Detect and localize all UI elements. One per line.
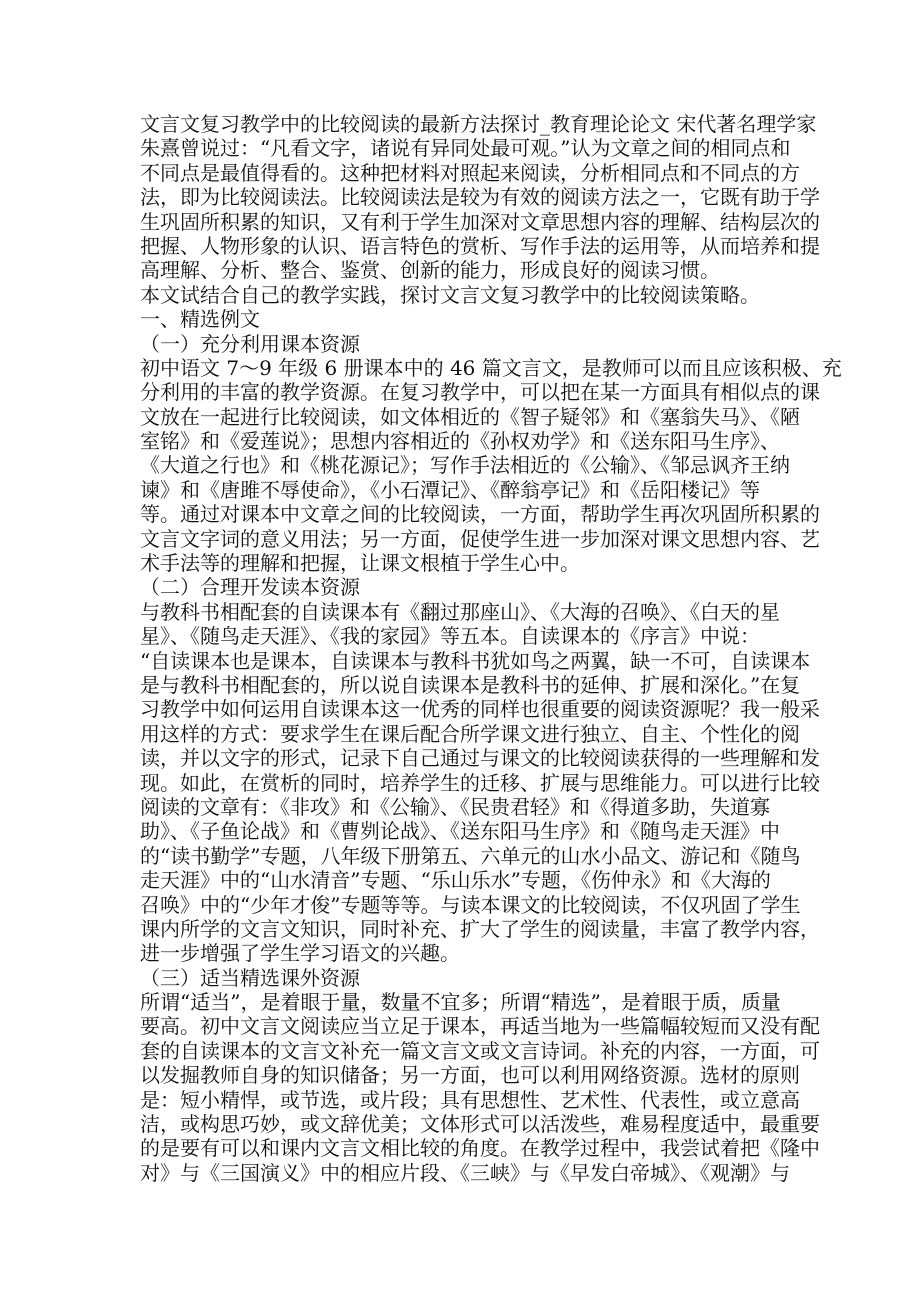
- text-line: 阅读的文章有：《非攻》和《公输》、《民贵君轻》和《得道多助，失道寡: [140, 794, 770, 819]
- text-line: 习教学中如何运用自读课本这一优秀的同样也很重要的阅读资源呢？我一般采: [140, 697, 820, 722]
- text-line: 洁，或构思巧妙，或文辞优美；文体形式可以活泼些，难易程度适中，最重要: [140, 1112, 820, 1137]
- text-line: 对》与《三国演义》中的相应片段、《三峡》与《早发白帝城》、《观潮》与: [140, 1160, 790, 1185]
- text-line: 《大道之行也》和《桃花源记》；写作手法相近的《公输》、《邹忌讽齐王纳: [140, 453, 790, 478]
- text-line: 助》、《子鱼论战》和《曹刿论战》、《送东阳马生序》和《随鸟走天涯》中: [140, 819, 780, 844]
- text-line: “自读课本也是课本，自读课本与教科书犹如鸟之两翼，缺一不可，自读课本: [140, 648, 811, 673]
- text-line: 以发掘教师自身的知识储备；另一方面，也可以利用网络资源。选材的原则: [140, 1063, 800, 1088]
- text-line: 文放在一起进行比较阅读，如文体相近的《智子疑邻》和《塞翁失马》、《陋: [140, 404, 800, 429]
- text-line: 的“读书勤学”专题，八年级下册第五、六单元的山水小品文、游记和《随鸟: [140, 843, 801, 868]
- text-line: 课内所学的文言文知识，同时补充、扩大了学生的阅读量，丰富了教学内容，: [140, 916, 820, 941]
- text-line: 的是要有可以和课内文言文相比较的角度。在教学过程中，我尝试着把《隆中: [140, 1136, 820, 1161]
- text-line: 是与教科书相配套的，所以说自读课本是教科书的延伸、扩展和深化。”在复: [140, 672, 801, 697]
- text-line: 生巩固所积累的知识，又有利于学生加深对文章思想内容的理解、结构层次的: [140, 209, 820, 234]
- text-line: 室铭》和《爱莲说》；思想内容相近的《孙权劝学》和《送东阳马生序》、: [140, 429, 780, 454]
- text-line: 初中语文 7～9 年级 6 册课本中的 46 篇文言文，是教师可以而且应该积极、充: [140, 355, 842, 380]
- subsection-heading: （二）合理开发读本资源: [140, 575, 360, 600]
- text-line: 文言文字词的意义用法；另一方面，促使学生进一步加深对课文思想内容、艺: [140, 526, 820, 551]
- text-line: 高理解、分析、整合、鉴赏、创新的能力，形成良好的阅读习惯。: [140, 258, 720, 283]
- text-line: 朱熹曾说过：“凡看文字，诸说有异同处最可观。”认为文章之间的相同点和: [140, 136, 791, 161]
- text-line: 本文试结合自己的教学实践，探讨文言文复习教学中的比较阅读策略。: [140, 282, 760, 307]
- text-line: 与教科书相配套的自读课本有《翻过那座山》、《大海的召唤》、《白天的星: [140, 599, 780, 624]
- section-heading: 一、精选例文: [140, 307, 260, 332]
- text-line: 术手法等的理解和把握，让课文根植于学生心中。: [140, 551, 580, 576]
- text-line: 读，并以文字的形式，记录下自己通过与课文的比较阅读获得的一些理解和发: [140, 746, 820, 771]
- text-line: 用这样的方式：要求学生在课后配合所学课文进行独立、自主、个性化的阅: [140, 721, 800, 746]
- text-line: 谏》和《唐雎不辱使命》，《小石潭记》、《醉翁亭记》和《岳阳楼记》等: [140, 477, 760, 502]
- text-line: 星》、《随鸟走天涯》、《我的家园》等五本。自读课本的《序言》中说：: [140, 624, 760, 649]
- document-body: [140, 112, 842, 1185]
- subsection-heading: （三）适当精选课外资源: [140, 965, 360, 990]
- text-line: 分利用的丰富的教学资源。在复习教学中，可以把在某一方面具有相似点的课: [140, 380, 820, 405]
- text-line: 进一步增强了学生学习语文的兴趣。: [140, 941, 460, 966]
- text-line: 现。如此，在赏析的同时，培养学生的迁移、扩展与思维能力。可以进行比较: [140, 770, 820, 795]
- text-line: 不同点是最值得看的。这种把材料对照起来阅读，分析相同点和不同点的方: [140, 160, 800, 185]
- text-line: 所谓“适当”，是着眼于量，数量不宜多；所谓“精选”，是着眼于质，质量: [140, 990, 781, 1015]
- text-line: 把握、人物形象的认识、语言特色的赏析、写作手法的运用等，从而培养和提: [140, 233, 820, 258]
- text-line: 是：短小精悍，或节选，或片段；具有思想性、艺术性、代表性，或立意高: [140, 1087, 800, 1112]
- subsection-heading: （一）充分利用课本资源: [140, 331, 360, 356]
- text-line: 召唤》中的“少年才俊”专题等等。与读本课文的比较阅读，不仅巩固了学生: [140, 892, 801, 917]
- text-line: 法，即为比较阅读法。比较阅读法是较为有效的阅读方法之一，它既有助于学: [140, 185, 820, 210]
- title-line: 文言文复习教学中的比较阅读的最新方法探讨_教育理论论文 宋代著名理学家: [140, 112, 817, 136]
- text-line: 套的自读课本的文言文补充一篇文言文或文言诗词。补充的内容，一方面，可: [140, 1038, 820, 1063]
- text-line: 等。通过对课本中文章之间的比较阅读，一方面，帮助学生再次巩固所积累的: [140, 502, 820, 527]
- text-line: 走天涯》中的“山水清音”专题、“乐山乐水”专题，《伤仲永》和《大海的: [140, 868, 771, 893]
- text-line: 要高。初中文言文阅读应当立足于课本，再适当地为一些篇幅较短而又没有配: [140, 1014, 820, 1039]
